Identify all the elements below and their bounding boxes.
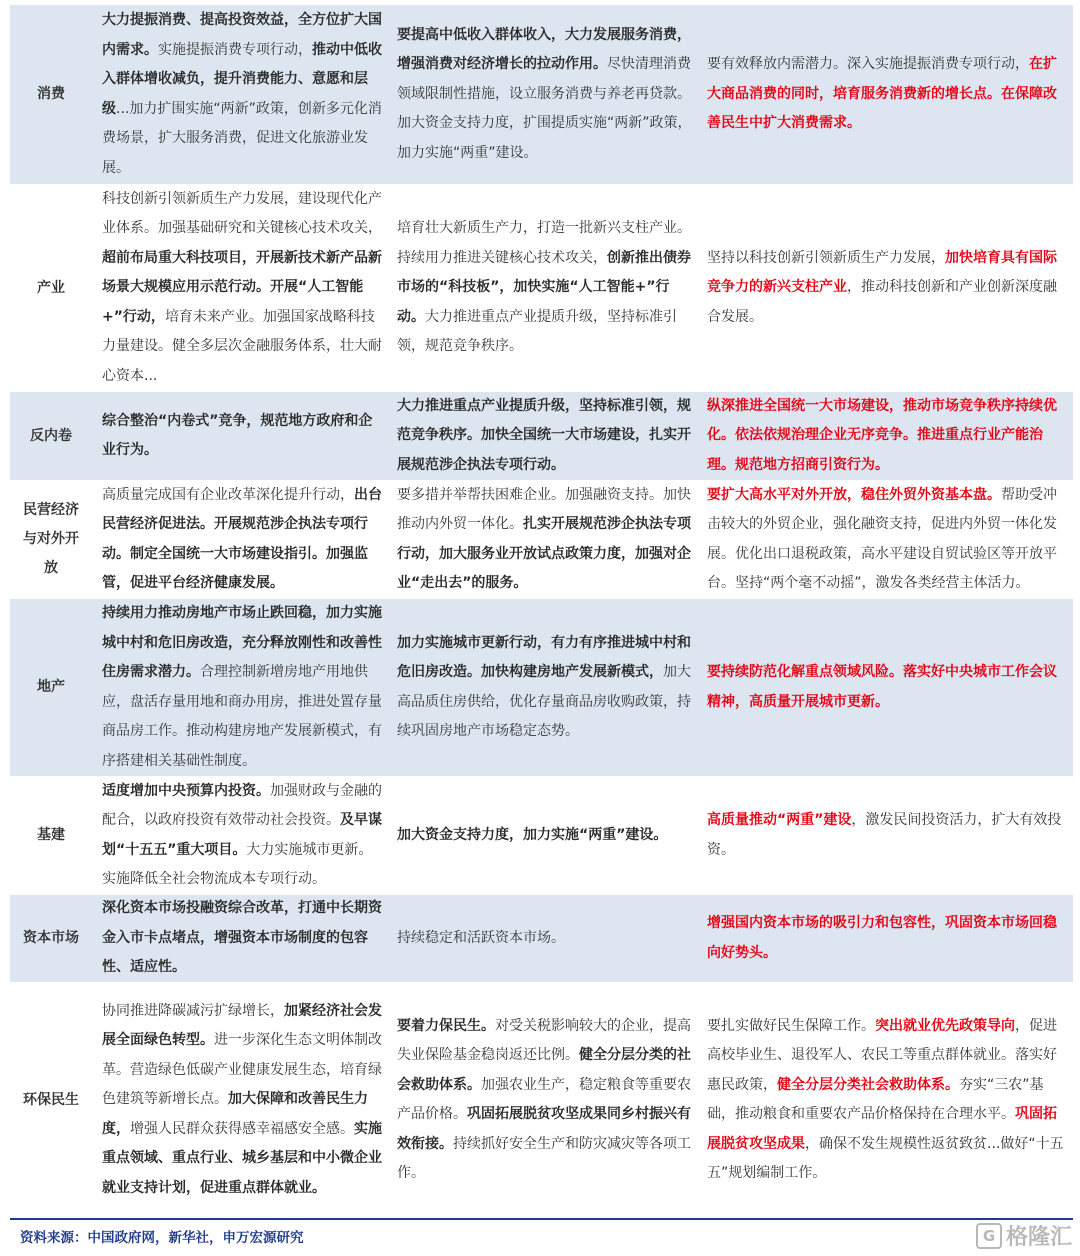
highlight-text: 纵深推进全国统一大市场建设，推动市场竞争秩序持续优化。依法依规治理企业无序竞争。推进重点行业产能治理。规范地方招商引资行为。 <box>707 397 1057 473</box>
body-text: 持续稳定和活跃资本市场。 <box>397 929 565 946</box>
policy-col-3 <box>699 983 1073 1217</box>
body-text: 培育壮大新质生产力，打造一批新兴支柱产业。持续用力推进关键核心技术攻关， <box>397 220 691 266</box>
highlight-text: 健全分层分类社会救助体系。 <box>777 1076 959 1093</box>
body-text: 协同推进降碳减污扩绿增长， <box>102 1002 284 1019</box>
body-text: 要扎实做好民生保障工作。 <box>707 1017 875 1034</box>
policy-col-1 <box>92 599 389 776</box>
table-row <box>10 983 1073 1218</box>
body-text: 要多措并举帮扶困难企业。加强融资支持。加快推动内外贸一体化。 <box>397 486 691 532</box>
policy-col-2 <box>389 599 699 776</box>
table-row <box>10 895 1073 983</box>
highlight-text: 在扩大商品消费的同时，培育服务消费新的增长点。在保障改善民生中扩大消费需求。 <box>707 56 1057 132</box>
gelonghui-logo-icon: G <box>976 1223 1002 1249</box>
policy-col-3 <box>699 895 1073 982</box>
body-text: 培育未来产业。加强国家战略科技力量建设。健全多层次金融服务体系，壮大耐心资本... <box>102 308 382 384</box>
body-text: ，确保不发生规模性返贫致贫...做好“十五五”规划编制工作。 <box>707 1135 1064 1181</box>
row-label: 资本市场 <box>23 930 79 946</box>
policy-col-3 <box>699 777 1073 894</box>
policy-col-2 <box>389 5 699 184</box>
highlight-text: 增强国内资本市场的吸引力和包容性，巩固资本市场回稳向好势头。 <box>707 915 1057 961</box>
policy-col-1 <box>92 5 389 184</box>
policy-col-3 <box>699 5 1073 184</box>
policy-col-3 <box>699 599 1073 776</box>
bold-text: 健全分层分类的社会救助体系。 <box>397 1047 691 1093</box>
policy-col-2 <box>389 185 699 391</box>
bold-text: 扎实开展规范涉企执法专项行动，加大服务业开放试点政策力度，加强对企业“走出去”的服务。 <box>397 516 691 591</box>
highlight-text: 突出就业优先政策导向 <box>875 1017 1015 1034</box>
logo-text: 格隆汇 <box>1005 1225 1072 1250</box>
body-text: 高质量完成国有企业改革深化提升行动， <box>102 486 354 503</box>
highlight-text: 要持续防范化解重点领域风险。落实好中央城市工作会议精神，高质量开展城市更新。 <box>707 664 1057 710</box>
policy-col-2 <box>389 983 699 1217</box>
table-row <box>10 777 1073 895</box>
policy-col-3 <box>699 185 1073 391</box>
body-text: 坚持以科技创新引领新质生产力发展， <box>707 249 945 266</box>
bold-text: 要着力保民生。 <box>397 1017 495 1034</box>
bold-text: 大力提振消费、提高投资效益，全方位扩大国内需求。 <box>102 12 382 58</box>
bold-text: 加大资金支持力度，加力实施“两重”建设。 <box>397 826 668 843</box>
table-row <box>10 481 1073 599</box>
row-label: 基建 <box>37 827 65 843</box>
bold-text: 及早谋划“十五五”重大项目。 <box>102 812 382 858</box>
bold-text: 大力推进重点产业提质升级，坚持标准引领，规范竞争秩序。加快全国统一大市场建设，扎实开展规范涉企执法专项行动。 <box>397 397 691 473</box>
bold-text: 出台民营经济促进法。开展规范涉企执法专项行动。制定全国统一大市场建设指引。加强监管，促进平台经济健康发展。 <box>102 486 382 591</box>
row-label: 地产 <box>37 679 65 695</box>
body-text: 尽快清理消费领域限制性措施，设立服务消费与养老再贷款。加大资金支持力度，扩围提质实施“两新”政策，加力实施“两重”建设。 <box>397 56 692 161</box>
row-label: 环保民生 <box>23 1091 79 1108</box>
source-note: 资料来源：中国政府网，新华社，申万宏源研究 <box>20 1230 304 1246</box>
policy-col-1 <box>92 481 389 598</box>
policy-col-2 <box>389 392 699 480</box>
body-text: 加强农业生产，稳定粮食等重要农产品价格。 <box>397 1076 691 1122</box>
bold-text: 加大保障和改善民生力度， <box>102 1091 368 1137</box>
body-text: 科技创新引领新质生产力发展，建设现代化产业体系。加强基础研究和关键核心技术攻关， <box>102 190 382 237</box>
bold-text: 加力实施城市更新行动，有力有序推进城中村和危旧房改造。加快构建房地产发展新模式， <box>397 634 691 680</box>
body-text: ，促进高校毕业生、退役军人、农民工等重点群体就业。落实好惠民政策， <box>707 1017 1057 1093</box>
policy-comparison-table <box>10 5 1073 1218</box>
policy-col-2 <box>389 481 699 598</box>
row-label: 消费 <box>37 86 65 102</box>
table-row <box>10 599 1073 777</box>
bold-text: 实施重点领域、重点行业、城乡基层和中小微企业就业支持计划，促进重点群体就业。 <box>102 1120 382 1196</box>
bold-text: 加紧经济社会发展全面绿色转型。 <box>102 1002 382 1049</box>
body-text: 大力推进重点产业提质升级，坚持标准引领，规范竞争秩序。 <box>397 308 677 355</box>
body-text: 对受关税影响较大的企业，提高失业保险基金稳岗返还比例。 <box>397 1017 691 1063</box>
body-text: 合理控制新增房地产用地供应，盘活存量用地和商办用房，推进处置存量商品房工作。推动构建房地产发展新模式，有序搭建相关基础性制度。 <box>102 664 382 769</box>
body-text: 加大高品质住房供给，优化存量商品房收购政策，持续巩固房地产市场稳定态势。 <box>397 664 691 739</box>
body-text: 大力实施城市更新。实施降低全社会物流成本专项行动。 <box>102 841 373 887</box>
table-row <box>10 5 1073 185</box>
table-row <box>10 392 1073 481</box>
bold-text: 深化资本市场投融资综合改革，打通中长期资金入市卡点堵点，增强资本市场制度的包容性、适应性。 <box>102 900 382 976</box>
body-text: 加强财政与金融的配合，以政府投资有效带动社会投资。 <box>102 782 382 828</box>
bold-text: 推动中低收入群体增收减负，提升消费能力、意愿和层级 <box>102 41 382 117</box>
bold-text: 持续用力推动房地产市场止跌回稳，加力实施城中村和危旧房改造，充分释放刚性和改善性住房需求潜力。 <box>102 605 382 680</box>
body-text: 增强人民群众获得感幸福感安全感。 <box>130 1120 354 1137</box>
body-text: ，推动科技创新和产业创新深度融合发展。 <box>707 279 1057 325</box>
row-label: 民营经济与对外开放 <box>23 502 79 576</box>
row-label: 产业 <box>37 279 65 296</box>
policy-col-1 <box>92 777 389 894</box>
bold-text: 创新推出债券市场的“科技板”，加快实施“人工智能+”行动。 <box>397 249 691 325</box>
policy-col-2 <box>389 895 699 982</box>
body-text: ，激发民间投资活力，扩大有效投资。 <box>707 812 1062 858</box>
body-text: 实施提振消费专项行动， <box>158 41 312 58</box>
body-text: 夯实“三农”基础，推动粮食和重要农产品价格保持在合理水平。 <box>707 1076 1044 1122</box>
policy-col-1 <box>92 895 389 982</box>
highlight-text: 加快培育具有国际竞争力的新兴支柱产业 <box>707 249 1057 296</box>
policy-col-1 <box>92 983 389 1217</box>
policy-col-1 <box>92 185 389 391</box>
highlight-text: 高质量推动“两重”建设 <box>707 812 852 828</box>
bold-text: 巩固拓展脱贫攻坚成果同乡村振兴有效衔接。 <box>397 1106 691 1152</box>
table-row <box>10 185 1073 392</box>
highlight-text: 要扩大高水平对外开放，稳住外贸外资基本盘。 <box>707 486 1001 503</box>
policy-col-2 <box>389 777 699 894</box>
bold-text: 要提高中低收入群体收入，大力发展服务消费，增强消费对经济增长的拉动作用。 <box>397 26 691 73</box>
policy-col-3 <box>699 481 1073 598</box>
row-label: 反内卷 <box>30 427 72 444</box>
footer-divider <box>10 1218 1073 1220</box>
bold-text: 超前布局重大科技项目，开展新技术新产品新场景大规模应用示范行动。开展“人工智能+”行动， <box>102 249 382 325</box>
policy-col-3 <box>699 392 1073 480</box>
bold-text: 适度增加中央预算内投资。 <box>102 782 270 799</box>
body-text: 要有效释放内需潜力。深入实施提振消费专项行动， <box>707 56 1029 73</box>
watermark-logo <box>976 1220 1072 1251</box>
body-text: 进一步深化生态文明体制改革。营造绿色低碳产业健康发展生态，培育绿色建筑等新增长点。 <box>102 1032 382 1108</box>
bold-text: 综合整治“内卷式”竞争，规范地方政府和企业行为。 <box>102 412 373 458</box>
body-text: ...加力扩围实施“两新”政策，创新多元化消费场景，扩大服务消费，促进文化旅游业发展。 <box>102 100 382 176</box>
policy-col-1 <box>92 392 389 480</box>
body-text: 帮助受冲击较大的外贸企业，强化融资支持，促进内外贸一体化发展。优化出口退税政策，高水平建设自贸试验区等开放平台。坚持“两个毫不动摇”，激发各类经营主体活力。 <box>707 486 1057 591</box>
highlight-text: 巩固拓展脱贫攻坚成果 <box>707 1106 1057 1152</box>
body-text: 持续抓好安全生产和防灾减灾等各项工作。 <box>397 1135 691 1181</box>
